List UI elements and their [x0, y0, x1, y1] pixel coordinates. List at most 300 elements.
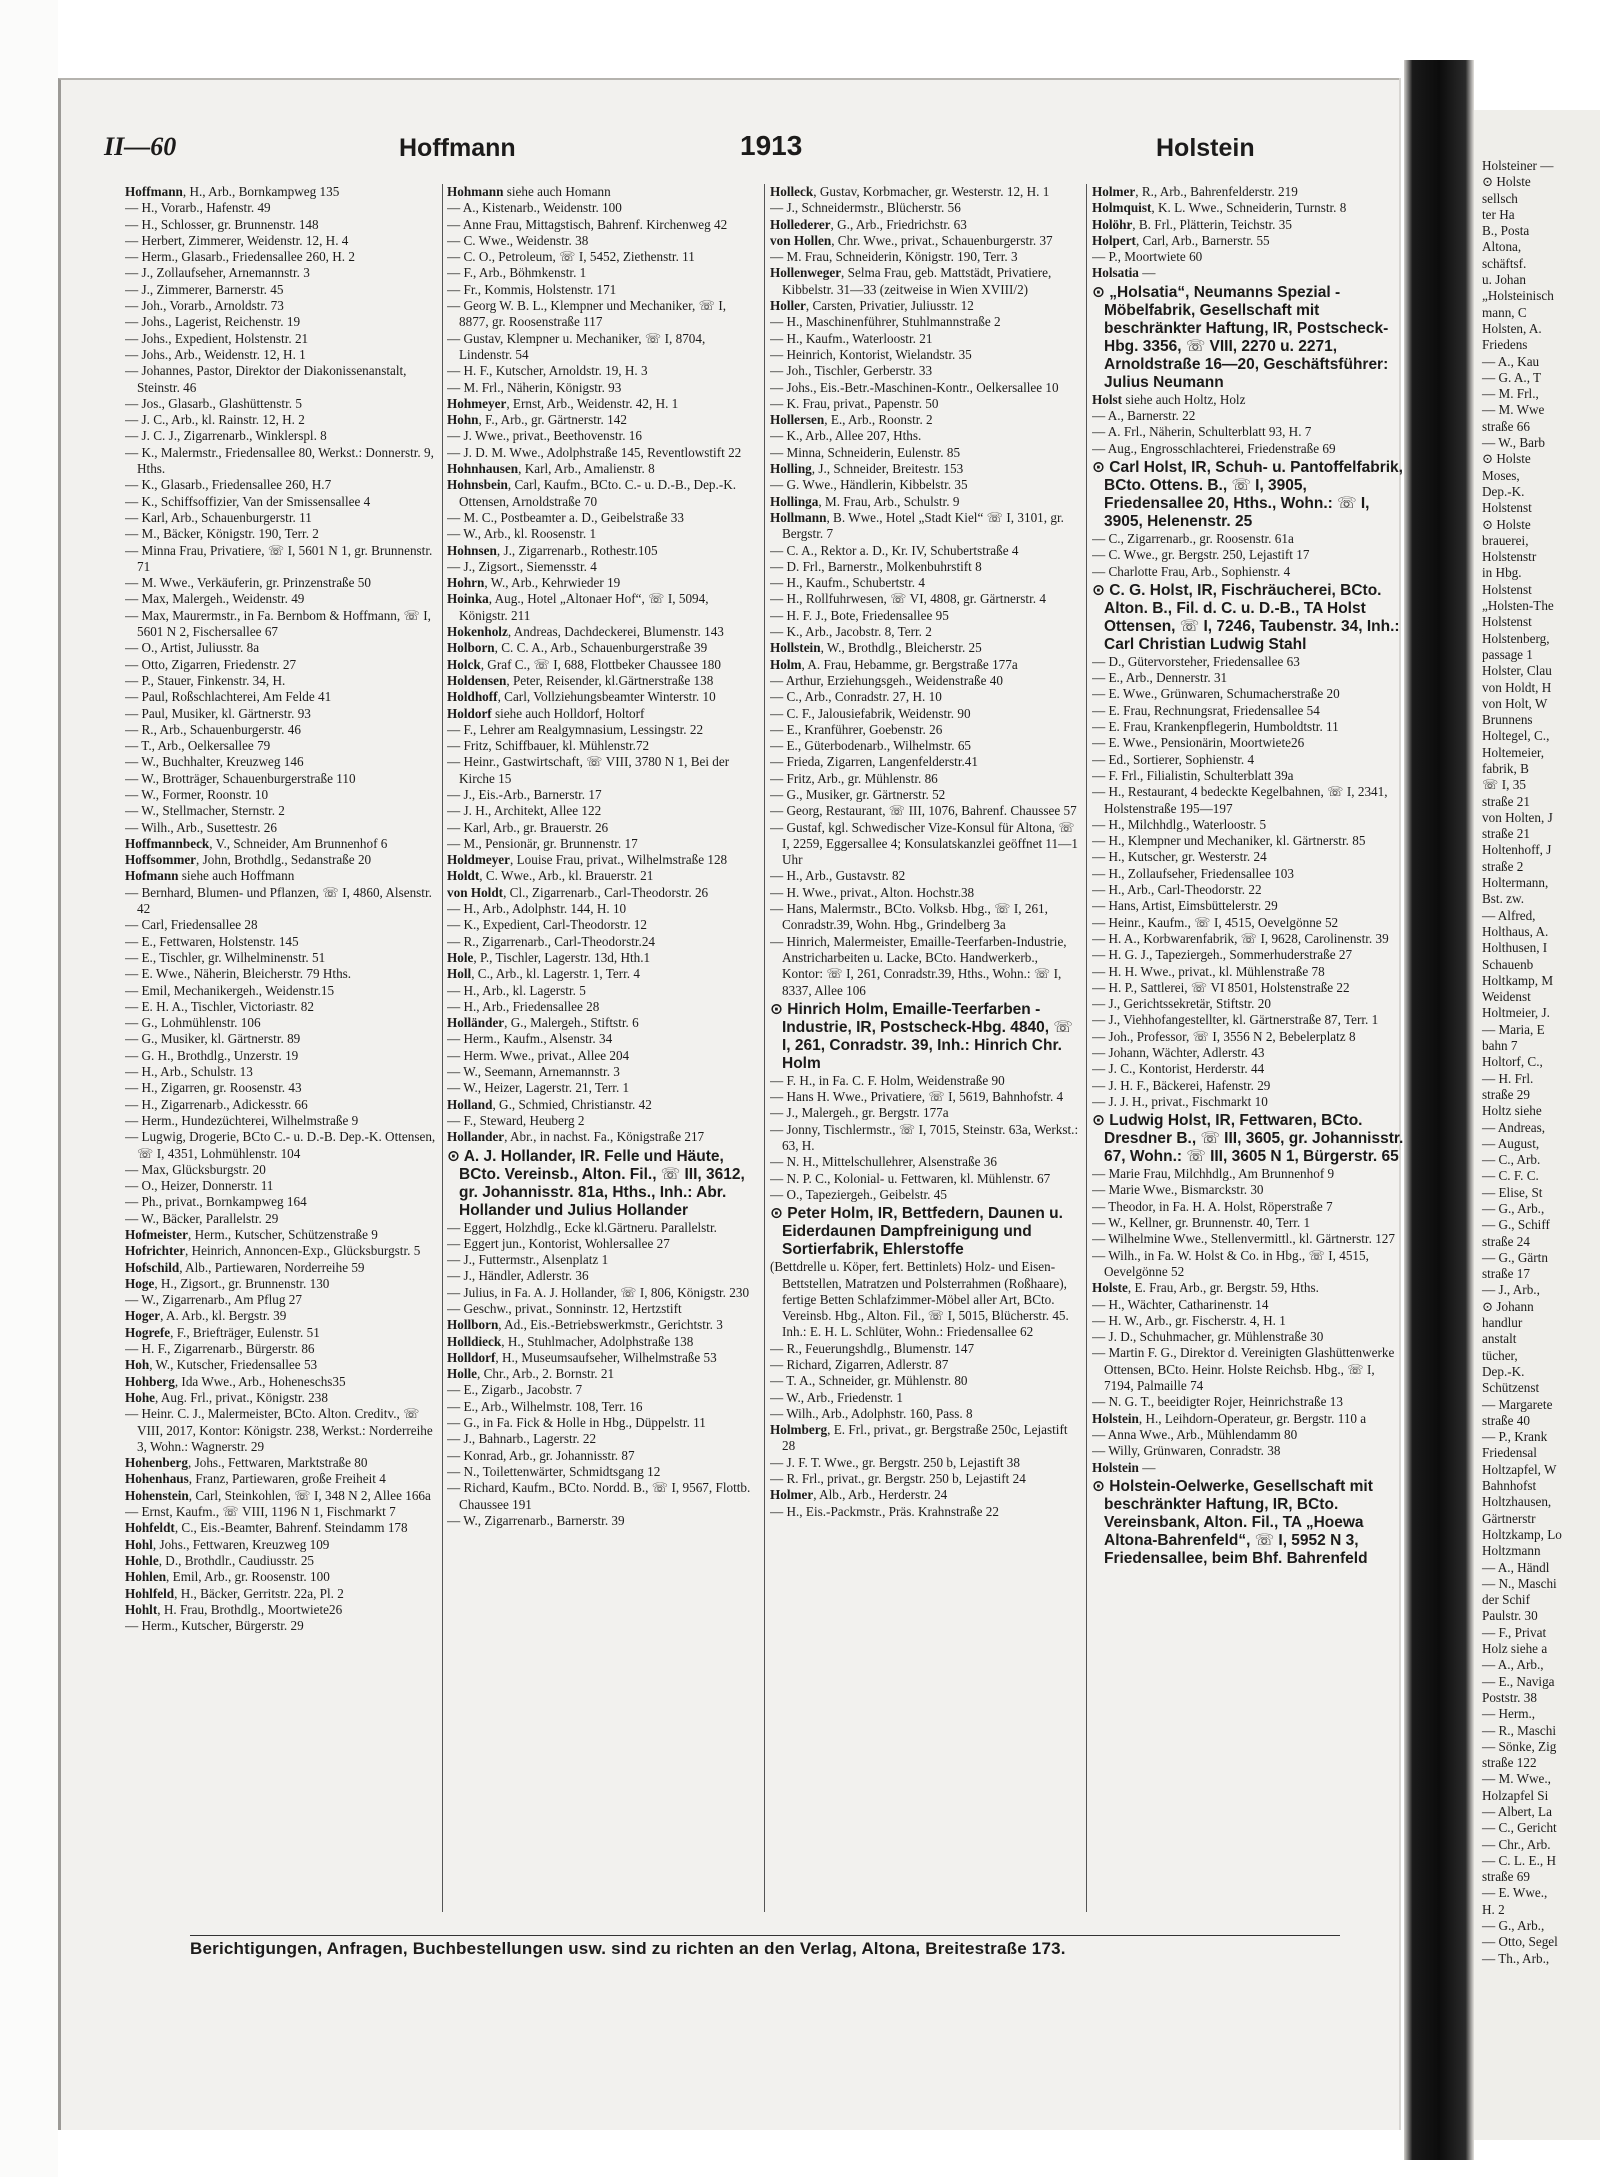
directory-entry: — O., Artist, Juliusstr. 8a [125, 640, 260, 656]
next-page-fragment: Holthaus, A. [1482, 923, 1549, 939]
next-page-fragment: Holtkamp, M [1482, 972, 1554, 988]
directory-entry: Holdt, C. Wwe., Arb., kl. Brauerstr. 21 [447, 868, 654, 884]
next-page-fragment: Holtegel, C., [1482, 728, 1550, 744]
next-page-fragment: — H. Frl. [1482, 1070, 1534, 1086]
directory-entry: — Emil, Mechanikergeh., Weidenstr.15 [125, 982, 335, 998]
directory-entry: Holmquist, K. L. Wwe., Schneiderin, Turnstr. 8 [1092, 200, 1347, 216]
directory-entry: — Paul, Musiker, kl. Gärtnerstr. 93 [125, 705, 311, 721]
directory-entry: — H., Arb., Friedensallee 28 [447, 998, 600, 1014]
directory-entry: Hohenhaus, Franz, Partiewaren, große Freiheit 4 [125, 1471, 386, 1487]
directory-entry: — Gustav, Klempner u. Mechaniker, ☏ I, 8704, Lindenstr. 54 [447, 330, 706, 362]
directory-entry: Holler, Carsten, Privatier, Juliusstr. 12 [770, 298, 974, 314]
next-page-fragment: — Chr., Arb. [1482, 1836, 1551, 1852]
directory-entry: — Aug., Engrosschlachterei, Friedenstraße 69 [1092, 440, 1336, 456]
next-page-fragment: mann, C [1482, 304, 1527, 320]
directory-entry: Hohrn, W., Arb., Kehrwieder 19 [447, 575, 621, 591]
directory-entry: Hoinka, Aug., Hotel „Altonaer Hof“, ☏ I, 5094, Königstr. 211 [447, 591, 709, 623]
next-page-fragment: Bst. zw. [1482, 891, 1525, 907]
directory-entry: — Max, Glücksburgstr. 20 [125, 1161, 266, 1177]
next-page-fragment: sellsch [1482, 190, 1518, 206]
next-page-fragment: — Th., Arb., [1482, 1950, 1550, 1966]
directory-entry: — W., Stellmacher, Sternstr. 2 [125, 803, 285, 819]
directory-entry: — E. Wwe., Näherin, Bleicherstr. 79 Hths. [125, 966, 352, 982]
directory-entry: Hollersen, E., Arb., Roonstr. 2 [770, 412, 933, 428]
directory-entry: Hohle, D., Brothdlr., Caudiusstr. 25 [125, 1552, 315, 1568]
directory-entry: — E., Tischler, gr. Wilhelminenstr. 51 [125, 949, 326, 965]
directory-entry: Holstein — [1092, 1459, 1156, 1475]
next-page-fragment: Weidenst [1482, 989, 1531, 1005]
directory-entry: — J., Malergeh., gr. Bergstr. 177a [770, 1105, 949, 1121]
next-page-fragment: Holthusen, I [1482, 940, 1548, 956]
directory-entry: Hohmann siehe auch Homann [447, 184, 611, 199]
directory-entry: — H., Arb., Schulstr. 13 [125, 1064, 253, 1080]
next-page-fragment: straße 122 [1482, 1755, 1537, 1771]
directory-entry: — Willy, Grünwaren, Conradstr. 38 [1092, 1443, 1281, 1459]
directory-entry: — H., Maschinenführer, Stuhlmannstraße 2 [770, 314, 1001, 330]
directory-entry: — H., Schlosser, gr. Brunnenstr. 148 [125, 216, 319, 232]
directory-entry: — J., Eis.-Arb., Barnerstr. 17 [447, 786, 602, 802]
directory-entry: — Hans, Artist, Eimsbüttelerstr. 29 [1092, 898, 1278, 914]
directory-entry: — H., Restaurant, 4 bedeckte Kegelbahnen, ☏ I, 2341, Holstenstraße 195—197 [1092, 784, 1388, 816]
directory-entry: — Johannes, Pastor, Direktor der Diakonissenanstalt, Steinstr. 46 [125, 363, 407, 395]
directory-entry: Hoge, H., Zigsort., gr. Brunnenstr. 130 [125, 1275, 330, 1291]
directory-entry: — J. F. T. Wwe., gr. Bergstr. 250 b, Lejastift 38 [770, 1454, 1020, 1470]
directory-entry: — Ernst, Kaufm., ☏ VIII, 1196 N 1, Fischmarkt 7 [125, 1504, 396, 1520]
directory-entry: — T., Arb., Oelkersallee 79 [125, 738, 271, 754]
next-page-fragment: straße 2 [1482, 858, 1524, 874]
next-page-fragment: straße 17 [1482, 1266, 1530, 1282]
directory-entry: Hollborn, Ad., Eis.-Betriebswerkmstr., Gerichtstr. 3 [447, 1317, 723, 1333]
next-page-fragment: in Hbg. [1482, 565, 1522, 581]
directory-entry: Hoffsommer, John, Brothdlg., Sedanstraße 20 [125, 852, 372, 868]
directory-entry: Hoh, W., Kutscher, Friedensallee 53 [125, 1357, 318, 1373]
next-page-fragment: Holstenst [1482, 581, 1532, 597]
next-page-fragment: — G., Schiff [1482, 1217, 1550, 1233]
next-page-fragment: Schützenst [1482, 1380, 1540, 1396]
next-page-fragment: — G., Arb., [1482, 1201, 1545, 1216]
next-page-fragment: Dep.-K. [1482, 483, 1525, 499]
directory-entry: Hollinga, M. Frau, Arb., Schulstr. 9 [770, 493, 960, 509]
directory-entry: — Hans H. Wwe., Privatiere, ☏ I, 5619, Bahnhofstr. 4 [770, 1089, 1064, 1105]
directory-entry: — K., Glasarb., Friedensallee 260, H.7 [125, 477, 332, 493]
directory-entry: Hohlen, Emil, Arb., gr. Roosenstr. 100 [125, 1569, 330, 1585]
directory-entry: Holdensen, Peter, Reisender, kl.Gärtnerstraße 138 [447, 672, 714, 688]
directory-entry: Holsatia — [1092, 265, 1156, 281]
next-page-fragment: — Alfred, [1482, 907, 1536, 923]
directory-entry: — W., Zigarrenarb., Am Pflug 27 [125, 1292, 302, 1308]
directory-entry: — Johs., Expedient, Holstenstr. 21 [125, 330, 309, 346]
next-page-fragment: schäftsf. [1482, 255, 1527, 271]
next-page-fragment: ⊙ Holste [1482, 451, 1531, 467]
directory-entry: — G., Lohmühlenstr. 106 [125, 1015, 261, 1031]
directory-entry: — P., Stauer, Finkenstr. 34, H. [125, 672, 286, 688]
directory-entry: — Johs., Eis.-Betr.-Maschinen-Kontr., Oelkersallee 10 [770, 379, 1059, 395]
directory-column-1 [125, 184, 437, 1914]
directory-entry: — G., Musiker, gr. Gärtnerstr. 52 [770, 786, 946, 802]
next-page-fragment: fabrik, B [1482, 760, 1529, 776]
directory-entry: Holöhr, B. Frl., Plätterin, Teichstr. 35 [1092, 216, 1292, 232]
next-page-fragment: Holtzhausen, [1482, 1494, 1552, 1510]
next-page-fragment: — C. L. E., H [1482, 1852, 1556, 1868]
directory-entry: Hofmann siehe auch Hoffmann [125, 868, 295, 884]
directory-entry: Hogrefe, F., Briefträger, Eulenstr. 51 [125, 1324, 320, 1340]
directory-entry: — Eggert, Holzhdlg., Ecke kl.Gärtneru. Parallelstr. [447, 1219, 717, 1235]
directory-entry: — K., Malermstr., Friedensallee 80, Werkst.: Donnerstr. 9, Hths. [125, 444, 434, 477]
next-page-fragment: — P., Krank [1482, 1429, 1548, 1445]
next-page-fragment: von Holt, W [1482, 695, 1548, 711]
directory-entry: — Frieda, Zigarren, Langenfelderstr.41 [770, 754, 978, 770]
directory-entry: Hofschild, Alb., Partiewaren, Norderreihe 59 [125, 1259, 365, 1275]
directory-entry: — Georg, Restaurant, ☏ III, 1076, Bahrenf. Chaussee 57 [770, 803, 1077, 819]
directory-entry: — H., Kaufm., Schubertstr. 4 [770, 575, 925, 591]
directory-entry: — H. P., Sattlerei, ☏ VI 8501, Holstenstraße 22 [1092, 979, 1350, 995]
directory-entry: — Theodor, in Fa. H. A. Holst, Röperstraße 7 [1092, 1198, 1333, 1214]
directory-entry: — K., Arb., Allee 207, Hths. [770, 428, 922, 444]
next-page-fragment: — A., Arb., [1482, 1657, 1544, 1673]
directory-entry: — R. Frl., privat., gr. Bergstr. 250 b, Lejastift 24 [770, 1471, 1026, 1487]
directory-entry: — M., Pensionär, gr. Brunnenstr. 17 [447, 835, 638, 851]
directory-entry: — Minna, Schneiderin, Eulenstr. 85 [770, 444, 961, 460]
next-page-fragment: „Holsteinisch [1482, 288, 1554, 304]
directory-entry: Holdhoff, Carl, Vollziehungsbeamter Winterstr. 10 [447, 689, 716, 705]
directory-entry: — N. G. T., beeidigter Rojer, Heinrichstraße 13 [1092, 1394, 1343, 1410]
next-page-fragment: — Margarete [1482, 1396, 1553, 1412]
directory-entry: — G., in Fa. Fick & Holle in Hbg., Düppelstr. 11 [447, 1415, 706, 1431]
directory-entry: Hohenstein, Carl, Steinkohlen, ☏ I, 348 N 2, Allee 166a [125, 1487, 431, 1503]
directory-entry: — Herm., Kaufm., Alsenstr. 34 [447, 1031, 613, 1047]
directory-entry: Hollmann, B. Wwe., Hotel „Stadt Kiel“ ☏ I, 3101, gr. Bergstr. 7 [770, 509, 1064, 542]
directory-entry: — Otto, Zigarren, Friedenstr. 27 [125, 656, 297, 672]
directory-entry: — C., Arb., Conradstr. 27, H. 10 [770, 689, 942, 705]
directory-entry: — A., Barnerstr. 22 [1092, 408, 1196, 424]
page-number: II—60 [104, 132, 177, 161]
directory-entry: — H. F., Kutscher, Arnoldstr. 19, H. 3 [447, 363, 648, 379]
next-page-fragment: — N., Maschi [1482, 1575, 1557, 1591]
directory-entry: — J. D. M. Wwe., Adolphstraße 145, Reventlowstift 22 [447, 444, 742, 460]
directory-entry: Hofrichter, Heinrich, Annoncen-Exp., Glücksburgstr. 5 [125, 1243, 421, 1259]
next-page-fragment: straße 66 [1482, 418, 1530, 434]
next-page-fragment: ⊙ Holste [1482, 174, 1531, 190]
next-page-fragment: Paulstr. 30 [1482, 1608, 1538, 1624]
directory-entry: — H., Rollfuhrwesen, ☏ VI, 4808, gr. Gärtnerstr. 4 [770, 591, 1046, 607]
next-page-fragment: — G. A., T [1482, 369, 1542, 385]
directory-entry: — W., Seemann, Arnemannstr. 3 [447, 1064, 620, 1080]
next-page-fragment: Brunnens [1482, 712, 1533, 728]
next-page-fragment: Holtmeier, J. [1482, 1005, 1550, 1021]
directory-entry: Holste, E. Frau, Arb., gr. Bergstr. 59, Hths. [1092, 1280, 1319, 1296]
directory-entry: Hokenholz, Andreas, Dachdeckerei, Blumenstr. 143 [447, 624, 724, 640]
directory-entry: — Herm., Kutscher, Bürgerstr. 29 [125, 1618, 304, 1634]
directory-entry: Hohn, F., Arb., gr. Gärtnerstr. 142 [447, 412, 627, 428]
next-page-fragment: — C., Gericht [1482, 1820, 1557, 1836]
header-year: 1913 [740, 130, 803, 161]
directory-entry: — G. H., Brothdlg., Unzerstr. 19 [125, 1047, 299, 1063]
directory-entry: — E., Arb., Wilhelmstr. 108, Terr. 16 [447, 1398, 643, 1414]
directory-entry: Hohlfeld, H., Bäcker, Gerritstr. 22a, Pl. 2 [125, 1585, 344, 1601]
directory-entry: — M. Frau, Schneiderin, Königstr. 190, Terr. 3 [770, 249, 1018, 265]
directory-entry: Holldieck, H., Stuhlmacher, Adolphstraße 138 [447, 1333, 694, 1349]
directory-entry: — F., Arb., Böhmkenstr. 1 [447, 265, 587, 281]
directory-entry: Hohnsen, J., Zigarrenarb., Rothestr.105 [447, 542, 658, 558]
directory-entry: Hohlt, H. Frau, Brothdlg., Moortwiete26 [125, 1601, 343, 1617]
next-page-fragment: — C., Arb. [1482, 1152, 1541, 1168]
next-page-fragment: straße 24 [1482, 1233, 1530, 1249]
directory-entry: — W., Heizer, Lagerstr. 21, Terr. 1 [447, 1080, 630, 1096]
next-page-fragment: von Holdt, H [1482, 679, 1552, 695]
directory-entry: — J., Händler, Adlerstr. 36 [447, 1268, 589, 1284]
directory-entry: — H., Milchhdlg., Waterloostr. 5 [1092, 816, 1267, 832]
directory-entry: — D. Frl., Barnerstr., Molkenbuhrstift 8 [770, 558, 982, 574]
directory-entry: — Geschw., privat., Sonninstr. 12, Hertzstift [447, 1301, 682, 1316]
directory-entry: — Max, Maurermstr., in Fa. Bernbom & Hoffmann, ☏ I, 5601 N 2, Fischersallee 67 [125, 607, 431, 640]
directory-entry: Hohnhausen, Karl, Arb., Amalienstr. 8 [447, 461, 655, 477]
directory-entry: Holle, Chr., Arb., 2. Bornstr. 21 [447, 1366, 615, 1382]
publisher-notice: Berichtigungen, Anfragen, Buchbestellungen usw. sind zu richten an den Verlag, Altona, Breitestraße 173. [190, 1935, 1340, 1959]
next-page-fragment: — Herm., [1482, 1706, 1536, 1722]
directory-entry: Holstein, H., Leihdorn-Operateur, gr. Bergstr. 110 a [1092, 1410, 1367, 1426]
next-page-fragment: Holtzkamp, Lo [1482, 1526, 1562, 1542]
directory-entry: — M., Bäcker, Königstr. 190, Terr. 2 [125, 526, 319, 542]
directory-entry: Holck, Graf C., ☏ I, 688, Flottbeker Chaussee 180 [447, 656, 721, 672]
next-page-fragment: Friedensal [1482, 1445, 1537, 1461]
next-page-fragment: Moses, [1482, 467, 1520, 483]
directory-entry: — W., Arb., Friedenstr. 1 [770, 1389, 903, 1405]
directory-entry: — H., Wächter, Catharinenstr. 14 [1092, 1296, 1269, 1312]
next-page-fragment: Holtzmann [1482, 1543, 1541, 1559]
next-page-fragment: Bahnhofst [1482, 1478, 1537, 1494]
directory-entry: — R., Arb., Schauenburgerstr. 46 [125, 721, 301, 737]
directory-entry: — J., Schneidermstr., Blücherstr. 56 [770, 200, 961, 216]
directory-entry: — Johs., Lagerist, Reichenstr. 19 [125, 314, 301, 330]
directory-entry: — C. O., Petroleum, ☏ I, 5452, Ziethenstr. 11 [447, 249, 695, 265]
next-page-fragment: Dep.-K. [1482, 1363, 1525, 1379]
directory-entry: — E., Güterbodenarb., Wilhelmstr. 65 [770, 738, 972, 754]
next-page-fragment: u. Johan [1482, 272, 1526, 288]
directory-entry: — N. H., Mittelschullehrer, Alsenstraße 36 [770, 1154, 997, 1170]
directory-entry: — Wilhelmine Wwe., Stellenvermittl., kl. Gärtnerstr. 127 [1092, 1231, 1395, 1247]
directory-entry: Hollstein, W., Brothdlg., Bleicherstr. 25 [770, 640, 982, 656]
directory-entry: — W., Buchhalter, Kreuzweg 146 [125, 754, 304, 770]
next-page-fragment: Holtenhoff, J [1482, 842, 1552, 858]
directory-entry: — Julius, in Fa. A. J. Hollander, ☏ I, 806, Königstr. 230 [447, 1284, 750, 1300]
directory-entry: — Marie Frau, Milchhdlg., Am Brunnenhof 9 [1092, 1166, 1335, 1182]
directory-entry: Hofmeister, Herm., Kutscher, Schützenstraße 9 [125, 1227, 378, 1242]
directory-entry: Hollenweger, Selma Frau, geb. Mattstädt, Privatiere, Kibbelstr. 31—33 (zeitweise in Wien XVIII/2) [770, 265, 1052, 297]
directory-entry: — Gustaf, kgl. Schwedischer Vize-Konsul für Altona, ☏ I, 2259, Eggersallee 4; Konsulatskanzlei geöffnet 11—1 Uhr [770, 819, 1078, 868]
directory-entry: — F. H., in Fa. C. F. Holm, Weidenstraße 90 [770, 1072, 1005, 1088]
directory-entry: — H., Arb., Adolphstr. 144, H. 10 [447, 901, 627, 917]
next-page-fragment: Holsten, A. [1482, 320, 1542, 336]
next-page-fragment: — Maria, E [1482, 1021, 1545, 1037]
directory-entry: Holland, G., Schmied, Christianstr. 42 [447, 1096, 652, 1112]
directory-entry: — J., Gerichtssekretär, Stiftstr. 20 [1092, 996, 1271, 1012]
next-page-fragment: — R., Maschi [1482, 1722, 1556, 1738]
directory-entry: — H. Wwe., privat., Alton. Hochstr.38 [770, 884, 975, 900]
directory-entry: Holpert, Carl, Arb., Barnerstr. 55 [1092, 232, 1270, 248]
next-page-fragment: passage 1 [1482, 646, 1533, 662]
directory-entry: — Eggert jun., Kontorist, Wohlersallee 27 [447, 1235, 670, 1251]
directory-entry: — Wilh., Arb., Adolphstr. 160, Pass. 8 [770, 1405, 973, 1421]
directory-entry: (Bettdrelle u. Köper, fert. Bettinlets) Holz- und Eisen-Bettstellen, Matratzen und Polsterrahmen (Roßhaare), fertige Betten Schlafzimmer-Möbel aller Art, BCto. Vereinsb. Hbg., Alton. Fil., ☏ I, 5015, Blücherstr. 45. Inh.: E. H. L. Schlüter, Wohn.: Friedensallee 62 [770, 1259, 1069, 1340]
directory-entry: — Minna Frau, Privatiere, ☏ I, 5601 N 1, gr. Brunnenstr. 71 [125, 542, 433, 574]
directory-entry: — N. P. C., Kolonial- u. Fettwaren, kl. Mühlenstr. 67 [770, 1170, 1051, 1186]
next-page-fragment: — Albert, La [1482, 1803, 1552, 1819]
directory-entry: Hollederer, G., Arb., Friedrichstr. 63 [770, 216, 967, 232]
directory-entry: — G. Wwe., Händlerin, Kibbelstr. 35 [770, 477, 968, 493]
directory-entry: — J., Viehhofangestellter, kl. Gärtnerstraße 87, Terr. 1 [1092, 1012, 1379, 1028]
directory-entry: — O., Heizer, Donnerstr. 11 [125, 1178, 274, 1194]
directory-entry: — H., Eis.-Packmstr., Präs. Krahnstraße 22 [770, 1503, 999, 1519]
directory-entry: ⊙ C. G. Holst, IR, Fischräucherei, BCto. Alton. B., Fil. d. C. u. D.-B., TA Holst Ottensen, ☏ I, 7246, Taubenstr. 34, Inh.: Carl Christian Ludwig Stahl [1092, 581, 1400, 653]
directory-entry: — E., Kranführer, Goebenstr. 26 [770, 721, 943, 737]
directory-entry: Hoffmannbeck, V., Schneider, Am Brunnenhof 6 [125, 835, 388, 851]
next-page-fragment: — A., Händl [1482, 1559, 1550, 1575]
column-divider [442, 184, 443, 1912]
directory-entry: Hohberg, Ida Wwe., Arb., Hoheneschs35 [125, 1373, 346, 1389]
directory-entry: — K., Arb., Jacobstr. 8, Terr. 2 [770, 624, 932, 640]
directory-entry: — C. Wwe., gr. Bergstr. 250, Lejastift 17 [1092, 547, 1310, 563]
directory-entry: Hohe, Aug. Frl., privat., Königstr. 238 [125, 1389, 328, 1405]
next-page-fragment: — G., Gärtn [1482, 1249, 1548, 1265]
next-page-fragment: Schauenb [1482, 956, 1534, 972]
directory-entry: Holling, J., Schneider, Breitestr. 153 [770, 461, 964, 477]
next-page-fragment: Holtorf, C., [1482, 1054, 1543, 1070]
directory-entry: von Holdt, Cl., Zigarrenarb., Carl-Theodorstr. 26 [447, 884, 709, 900]
next-page-fragment: — Elise, St [1482, 1184, 1543, 1200]
directory-entry: — H. H. Wwe., privat., kl. Mühlenstraße 78 [1092, 963, 1325, 979]
directory-entry: Holm, A. Frau, Hebamme, gr. Bergstraße 177a [770, 656, 1018, 672]
directory-entry: Holdmeyer, Louise Frau, privat., Wilhelmstraße 128 [447, 852, 728, 868]
directory-entry: Hoger, A. Arb., kl. Bergstr. 39 [125, 1308, 287, 1324]
scan-margin [0, 0, 58, 2177]
directory-entry: — E. Wwe., Grünwaren, Schumacherstraße 20 [1092, 686, 1340, 702]
directory-entry: — H. W., Arb., gr. Fischerstr. 4, H. 1 [1092, 1312, 1286, 1328]
directory-entry: ⊙ „Holsatia“, Neumanns Spezial - Möbelfabrik, Gesellschaft mit beschränkter Haftung, IR, Postscheck-Hbg. 3356, ☏ VIII, 2270 u. 2271, Arnoldstraße 16—20, Geschäftsführer: Julius Neumann [1092, 283, 1389, 391]
directory-entry: — H., Vorarb., Hafenstr. 49 [125, 200, 271, 216]
next-page-fragment: straße 21 [1482, 793, 1530, 809]
directory-entry: — C. A., Rektor a. D., Kr. IV, Schubertstraße 4 [770, 542, 1019, 558]
directory-entry: — Joh., Tischler, Gerberstr. 33 [770, 363, 933, 379]
next-page-fragment: — G., Arb., [1482, 1918, 1545, 1934]
directory-entry: — Martin F. G., Direktor d. Vereinigten Glashüttenwerke Ottensen, BCto. Heinr. Holste Reichsb. Hbg., ☏ I, 7194, Palmaille 74 [1092, 1345, 1395, 1394]
directory-entry: — Georg W. B. L., Klempner und Mechaniker, ☏ I, 8877, gr. Roosenstraße 117 [447, 298, 727, 330]
directory-entry: — E. H. A., Tischler, Victoriastr. 82 [125, 998, 314, 1014]
directory-entry: — J. Wwe., privat., Beethovenstr. 16 [447, 428, 642, 444]
directory-entry: — Fritz, Arb., gr. Mühlenstr. 86 [770, 770, 938, 786]
directory-entry: — M. C., Postbeamter a. D., Geibelstraße 33 [447, 509, 684, 525]
directory-entry: — J., Zollaufseher, Arnemannstr. 3 [125, 265, 310, 281]
directory-entry: — K. Frau, privat., Papenstr. 50 [770, 395, 939, 411]
directory-entry: — J. C. J., Zigarrenarb., Winklerspl. 8 [125, 428, 327, 444]
directory-entry: — H. F. J., Bote, Friedensallee 95 [770, 607, 949, 623]
directory-entry: Holmberg, E. Frl., privat., gr. Bergstraße 250c, Lejastift 28 [770, 1422, 1068, 1454]
directory-entry: — J., Futtermstr., Alsenplatz 1 [447, 1252, 609, 1268]
directory-entry: — M. Wwe., Verkäuferin, gr. Prinzenstraße 50 [125, 575, 371, 591]
directory-entry: ⊙ Ludwig Holst, IR, Fettwaren, BCto. Dresdner B., ☏ III, 3605, gr. Johannisstr. 67, Wohn.: ☏ III, 3605 N 1, Bürgerstr. 65 [1092, 1112, 1404, 1166]
next-page-fragment: — A., Kau [1482, 353, 1540, 369]
directory-entry: — H. G. J., Tapeziergeh., Sommerhuderstraße 27 [1092, 947, 1353, 963]
directory-entry: ⊙ Hinrich Holm, Emaille-Teerfarben - Industrie, IR, Postscheck-Hbg. 4840, ☏ I, 261, Conradstr. 39, Inh.: Hinrich Chr. Holm [770, 1000, 1073, 1072]
directory-entry: — J. H., Architekt, Allee 122 [447, 803, 602, 819]
next-page-fragment: Poststr. 38 [1482, 1689, 1537, 1705]
next-page-fragment: Holster, Clau [1482, 663, 1552, 679]
directory-entry: Holborn, C. C. A., Arb., Schauenburgerstraße 39 [447, 640, 708, 656]
next-page-fragment: Altona, [1482, 239, 1522, 255]
directory-entry: ⊙ Carl Holst, IR, Schuh- u. Pantoffelfabrik, BCto. Ottens. B., ☏ I, 3905, Friedensallee 20, Hths., Wohn.: ☏ I, 3905, Helenenstr. 25 [1092, 458, 1403, 530]
directory-entry: — Joh., Vorarb., Arnoldstr. 73 [125, 298, 284, 314]
next-page-fragment: tücher, [1482, 1347, 1518, 1363]
directory-entry: — J., Bahnarb., Lagerstr. 22 [447, 1431, 597, 1447]
directory-entry: Hohnsbein, Carl, Kaufm., BCto. C.- u. D.-B., Dep.-K. Ottensen, Arnoldstraße 70 [447, 477, 737, 509]
directory-entry: — H., Arb., kl. Lagerstr. 5 [447, 982, 586, 998]
directory-entry: — H., Klempner und Mechaniker, kl. Gärtnerstr. 85 [1092, 833, 1366, 849]
directory-entry: Holländer, G., Malergeh., Stiftstr. 6 [447, 1015, 639, 1031]
directory-entry: — E., Fettwaren, Holstenstr. 145 [125, 933, 299, 949]
next-page-fragment: Holstenst [1482, 614, 1532, 630]
directory-entry: — Fritz, Schiffbauer, kl. Mühlenstr.72 [447, 738, 650, 754]
directory-entry: — J., Zigsort., Siemensstr. 4 [447, 558, 597, 574]
next-page-fragment: Holstenst [1482, 500, 1532, 516]
directory-entry: — Johs., Arb., Weidenstr. 12, H. 1 [125, 346, 306, 362]
directory-entry: — J. H. F., Bäckerei, Hafenstr. 29 [1092, 1077, 1271, 1093]
next-page-fragment: ⊙ Johann [1482, 1298, 1534, 1314]
directory-entry: — Richard, Zigarren, Adlerstr. 87 [770, 1357, 949, 1372]
directory-entry: — Herm. Wwe., privat., Allee 204 [447, 1047, 630, 1063]
next-page-fragment: ⊙ Holste [1482, 516, 1531, 532]
directory-entry: — E., Arb., Dennerstr. 31 [1092, 670, 1228, 686]
next-page-fragment: — F., Privat [1482, 1624, 1547, 1640]
next-page-fragment: Holtermann, [1482, 875, 1549, 891]
next-page-fragment: Holtz siehe [1482, 1103, 1542, 1119]
next-page-fragment: der Schif [1482, 1592, 1530, 1608]
directory-entry: Hohmeyer, Ernst, Arb., Weidenstr. 42, H. 1 [447, 395, 679, 411]
directory-entry: — F., Lehrer am Realgymnasium, Lessingstr. 22 [447, 721, 704, 737]
directory-entry: — W., Former, Roonstr. 10 [125, 786, 269, 802]
directory-entry: — Herm., Hundezüchterei, Wilhelmstraße 9 [125, 1112, 359, 1128]
directory-entry: — M. Frl., Näherin, Königstr. 93 [447, 379, 622, 395]
next-page-fragment: straße 21 [1482, 826, 1530, 842]
next-page-fragment: bahn 7 [1482, 1038, 1518, 1054]
directory-entry: — Richard, Kaufm., BCto. Nordd. B., ☏ I, 9567, Flottb. Chaussee 191 [447, 1480, 751, 1512]
next-page-fragment: Holtzapfel, W [1482, 1461, 1557, 1477]
directory-entry: — Marie Wwe., Bismarckstr. 30 [1092, 1182, 1264, 1198]
next-page-fragment: Holzapfel Si [1482, 1787, 1549, 1803]
next-page-fragment: — C. F. C. [1482, 1168, 1539, 1184]
next-page-fragment: Holstenberg, [1482, 630, 1550, 646]
directory-entry: — T. A., Schneider, gr. Mühlenstr. 80 [770, 1373, 968, 1389]
book-gutter [1404, 60, 1474, 2160]
directory-entry: Holst siehe auch Holtz, Holz [1092, 391, 1246, 407]
next-page-fragment: H. 2 [1482, 1901, 1505, 1917]
directory-entry: — H., Arb., Carl-Theodorstr. 22 [1092, 882, 1262, 898]
directory-entry: ⊙ A. J. Hollander, IR. Felle und Häute, BCto. Vereinsb., Alton. Fil., ☏ III, 3612, gr. Johannisstr. 81a, Hths., Inh.: Abr. Hollander und Julius Hollander [447, 1147, 745, 1219]
directory-entry: — K., Expedient, Carl-Theodorstr. 12 [447, 917, 647, 933]
next-page-fragment: Gärtnerstr [1482, 1510, 1536, 1526]
directory-entry: Holmer, Alb., Arb., Herderstr. 24 [770, 1487, 948, 1503]
header-right-keyword: Holstein [1156, 134, 1255, 162]
directory-entry: — W., Zigarrenarb., Barnerstr. 39 [447, 1512, 625, 1528]
directory-entry: — J., Zimmerer, Barnerstr. 45 [125, 281, 284, 297]
directory-entry: — F., Steward, Heuberg 2 [447, 1112, 585, 1128]
directory-entry: — E. Frau, Krankenpflegerin, Humboldtstr. 11 [1092, 719, 1339, 735]
directory-entry: — Fr., Kommis, Holstenstr. 171 [447, 281, 617, 297]
next-page-fragment: Holsteiner — [1482, 158, 1554, 173]
directory-entry: — K., Schiffsoffizier, Van der Smissensallee 4 [125, 493, 371, 509]
directory-entry: Hole, P., Tischler, Lagerstr. 13d, Hth.1 [447, 949, 651, 965]
directory-entry: — H. F., Zigarrenarb., Bürgerstr. 86 [125, 1341, 315, 1357]
directory-entry: — Heinr. C. J., Malermeister, BCto. Alton. Creditv., ☏ VIII, 2017, Kontor: Königstr. 238, Werkst.: Norderreihe 3, Wohn.: Wagnerstr. 29 [125, 1406, 433, 1454]
directory-entry: — H., Arb., Gustavstr. 82 [770, 868, 906, 884]
